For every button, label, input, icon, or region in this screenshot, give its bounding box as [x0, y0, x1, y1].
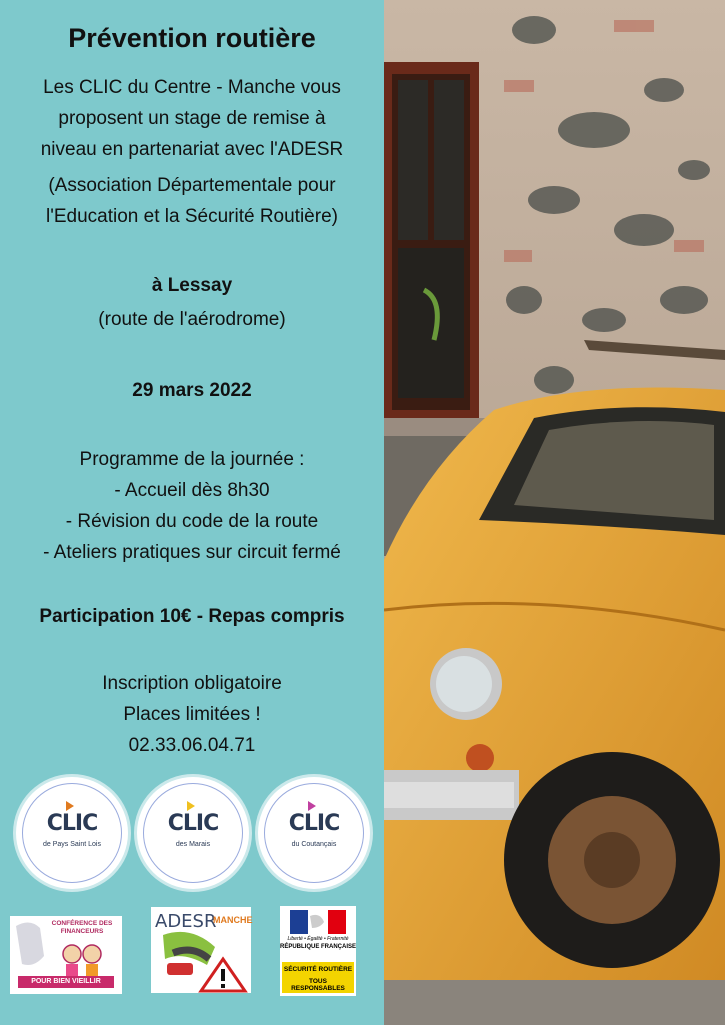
play-icon: [187, 801, 195, 811]
clic-logo-sub: du Coutançais: [291, 841, 337, 848]
clic-logo-name: CLIC: [46, 811, 98, 836]
intro-line: niveau en partenariat avec l'ADESR: [40, 139, 344, 160]
play-icon: [308, 801, 316, 811]
clic-logo-name: CLIC: [167, 811, 219, 836]
clic-logo-name: CLIC: [288, 811, 340, 836]
intro-line: Les CLIC du Centre - Manche vous: [43, 77, 341, 98]
badge-line: TOUS RESPONSABLES: [291, 978, 345, 992]
participation: Participation 10€ - Repas compris: [39, 606, 345, 627]
yellow-car-photo-icon: [384, 0, 725, 1025]
badge-line: SÉCURITÉ ROUTIÈRE: [283, 966, 353, 973]
intro-line: l'Education et la Sécurité Routière): [46, 206, 338, 227]
clic-logo-marais: [137, 777, 249, 889]
adesr-name: ADESR: [155, 911, 217, 932]
program-item: - Accueil dès 8h30: [114, 480, 270, 501]
republique-motto: Liberté • Égalité • Fraternité: [287, 936, 349, 942]
program-item: - Ateliers pratiques sur circuit fermé: [43, 542, 341, 563]
program-heading: Programme de la journée :: [79, 449, 305, 470]
intro-line: (Association Départementale pour: [48, 175, 336, 196]
registration-line: Inscription obligatoire: [102, 673, 282, 694]
location-detail: (route de l'aérodrome): [98, 309, 286, 330]
clic-logo-coutancais: [258, 777, 370, 889]
event-date: 29 mars 2022: [132, 380, 252, 401]
adesr-region: MANCHE: [213, 915, 253, 925]
clic-logo-sub: de Pays Saint Lois: [43, 841, 101, 848]
car-photo: [384, 0, 725, 1025]
play-icon: [66, 801, 74, 811]
financeurs-title: CONFÉRENCE DES FINANCEURS: [51, 920, 113, 935]
financeurs-logo: [10, 916, 122, 994]
page-title: Prévention routière: [68, 23, 316, 53]
financeurs-tagline: POUR BIEN VIEILLIR: [31, 978, 101, 985]
clic-logo-saint-lois: [16, 777, 128, 889]
republique-name: RÉPUBLIQUE FRANÇAISE: [280, 944, 357, 950]
location-place: à Lessay: [151, 275, 233, 296]
adesr-logo: [151, 907, 251, 993]
clic-logo-sub: des Marais: [175, 841, 211, 848]
registration-line: Places limitées !: [123, 704, 261, 725]
intro-line: proposent un stage de remise à: [58, 108, 326, 129]
phone-number: 02.33.06.04.71: [128, 735, 256, 756]
program-item: - Révision du code de la route: [65, 511, 319, 532]
republique-logo: [280, 906, 356, 996]
